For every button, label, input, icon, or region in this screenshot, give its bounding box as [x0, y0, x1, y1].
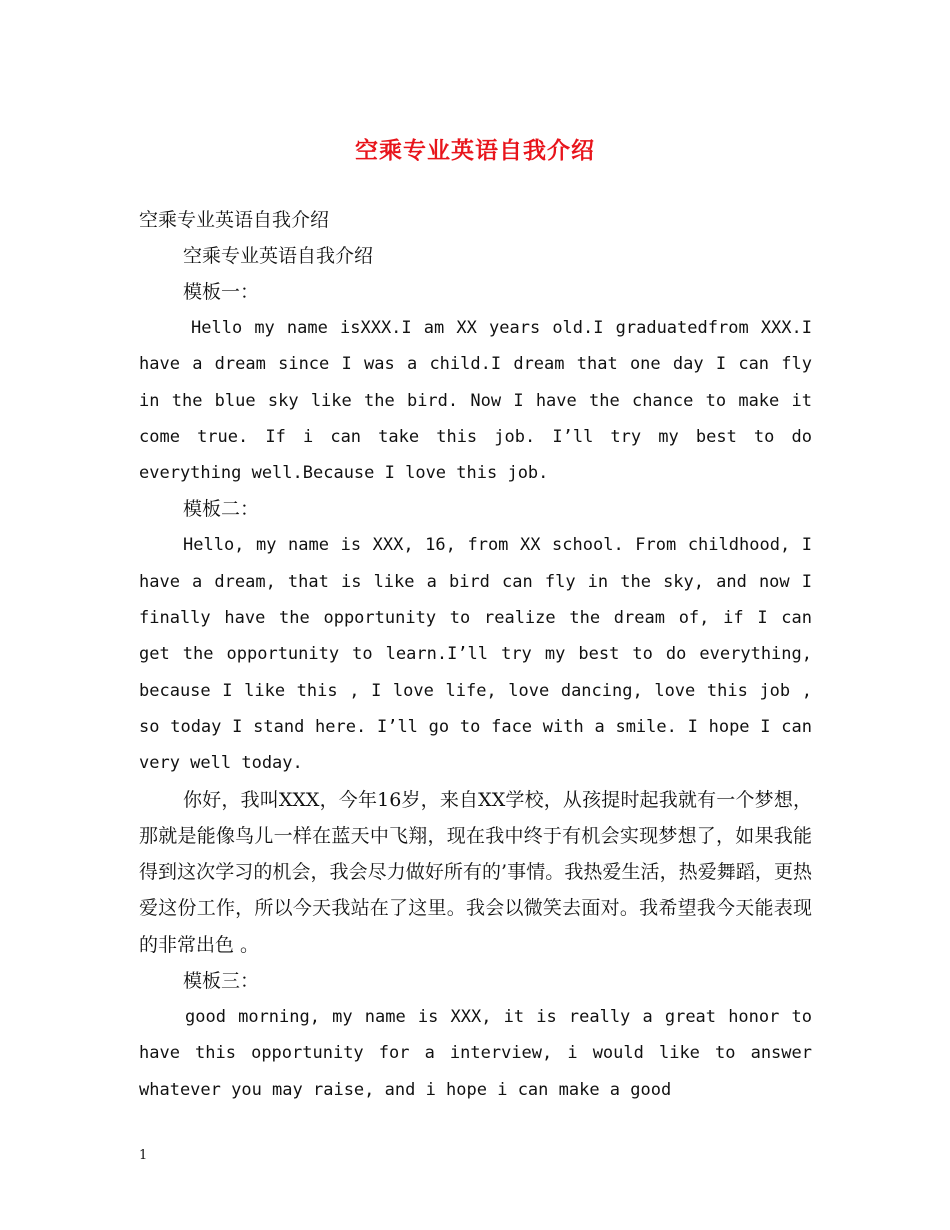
template2-cn-paragraph: 你好，我叫XXX，今年16岁，来自XX学校，从孩提时起我就有一个梦想，那就是能像鸟儿一样在蓝天中飞翔，现在我中终于有机会实现梦想了，如果我能得到这次学习的机会，我会尽力做好所有的’事情。我热爱生活，热爱舞蹈，更热爱这份工作，所以今天我站在了这里。我会以微笑去面对。我希望我今天能表现的非常出色 。: [139, 788, 812, 956]
template3-text: good morning, my name is XXX, it is really a great honor to have this opportunity for a interview, i would like to answer whatever you may raise, and i hope i can make a good: [139, 1007, 812, 1100]
template1-text: Hello my name isXXX.I am XX years old.I graduatedfrom XXX.I have a dream since I was a child.I dream that one day I can fly in the blue sky like the bird. Now I have the chance to make it come true. If i can take this job. I’ll try my best to do everything well.Because I love this job.: [139, 318, 812, 484]
template2-paragraph: [139, 527, 812, 781]
subheading-line: 空乘专业英语自我介绍: [183, 245, 374, 267]
template2-label: 模板二：: [183, 498, 260, 521]
heading-line: 空乘专业英语自我介绍: [139, 209, 330, 231]
document-title: 空乘专业英语自我介绍: [355, 137, 595, 164]
page-number: 1: [139, 1148, 148, 1163]
template1-label: 模板一：: [183, 281, 260, 303]
document-body: [139, 202, 812, 1108]
template3-label: 模板三：: [183, 970, 260, 993]
template2-text: Hello, my name is XXX, 16, from XX school. From childhood, I have a dream, that is like a bird can fly in the sky, and now I finally have the opportunity to realize the dream of, if I can get the opportunity to learn.I’ll try my best to do everything, because I like this , I love life, love dancing, love this job , so today I stand here. I’ll go to face with a smile. I hope I can very well today.: [139, 535, 812, 774]
template3-paragraph: [139, 999, 812, 1108]
template1-paragraph: [139, 310, 812, 491]
